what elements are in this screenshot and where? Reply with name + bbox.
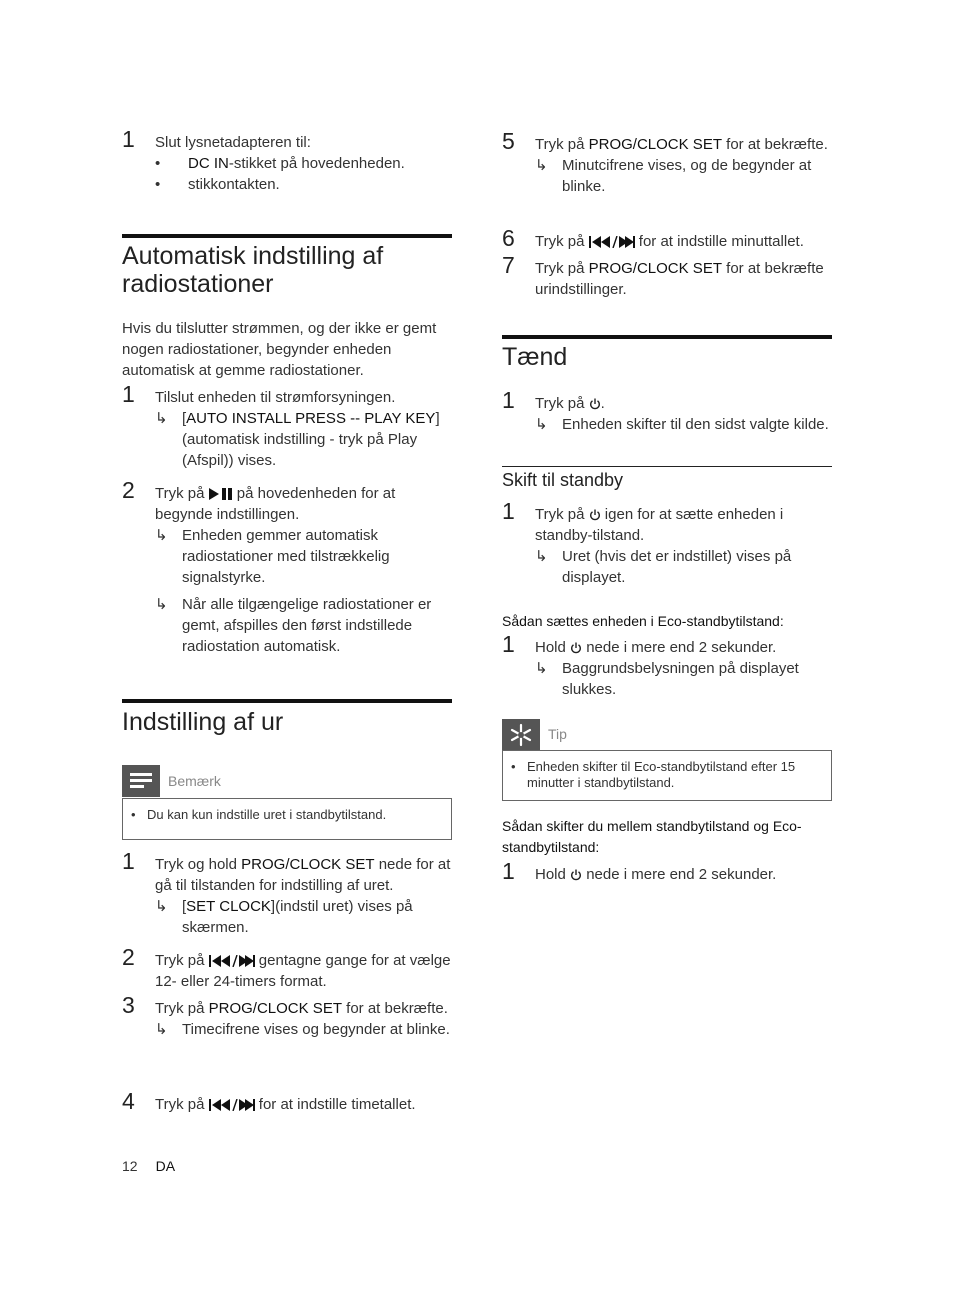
- step-text: [155, 854, 452, 896]
- section-rule: [122, 234, 452, 238]
- step-text: [535, 231, 832, 252]
- text: Tryk på: [155, 952, 205, 969]
- language-code: DA: [155, 1158, 176, 1174]
- title-line: radiostationer: [122, 270, 274, 298]
- step-number: 1: [122, 126, 135, 152]
- keyword: PROG/CLOCK SET: [588, 136, 722, 153]
- step-number: 1: [502, 631, 515, 657]
- result-arrow-item: ↳ Minutcifrene vises, og de begynder at blinke.: [535, 155, 832, 197]
- text: på hovedenheden for at begynde indstillingen.: [155, 485, 396, 523]
- result-arrow-item: [155, 896, 452, 938]
- power-icon: [589, 398, 601, 410]
- note-icon: [122, 765, 160, 797]
- step-auto-2: [122, 477, 452, 657]
- section-rule: [122, 699, 452, 703]
- step-switch-standby: [502, 858, 832, 885]
- step-number: 2: [122, 477, 135, 503]
- text: Tryk på: [535, 136, 585, 153]
- bracket: [: [182, 898, 187, 915]
- text: for at indstille minuttallet.: [638, 233, 804, 250]
- switch-standby-heading: Sådan skifter du mellem standbytilstand og Eco-standbytilstand:: [502, 818, 802, 855]
- bullet-socket: [155, 174, 452, 195]
- section-title-clock: Indstilling af ur: [122, 708, 284, 736]
- result-arrow-item: ↳ Enheden gemmer automatisk radiostationer med tilstrækkelig signalstyrke.: [155, 525, 452, 588]
- text: nede i mere end 2 sekunder.: [586, 639, 777, 656]
- step-text: [155, 998, 452, 1019]
- step-text: Slut lysnetadapteren til:: [155, 134, 311, 151]
- result-arrow-item: ↳ Enheden skifter til den sidst valgte kilde.: [535, 414, 832, 435]
- step-text: [535, 504, 832, 546]
- step-number: 2: [122, 944, 135, 970]
- auto-install-intro: Hvis du tilslutter strømmen, og der ikke er gemt nogen radiostationer, begynder enheden automatisk at gemme radiostationer.: [122, 320, 437, 379]
- text: for at bekræfte.: [726, 136, 828, 153]
- step-clock-5: [502, 128, 832, 197]
- text: Tryk på: [535, 395, 585, 412]
- note-box: [122, 798, 452, 840]
- step-clock-2: [122, 944, 452, 992]
- bracket: [: [182, 410, 187, 427]
- step-clock-3: [122, 992, 452, 1040]
- step-text: [535, 134, 832, 155]
- text: Tryk på: [155, 485, 205, 502]
- section-title-auto-install: [122, 242, 383, 298]
- tip-text: • Enheden skifter til Eco-standbytilstand efter 15 minutter i standbytilstand.: [503, 759, 831, 791]
- keyword: SET CLOCK: [186, 898, 271, 915]
- text: nede for at gå til tilstanden for indstilling af uret.: [155, 856, 451, 894]
- step-text: [535, 258, 832, 300]
- result-arrow-item: ↳ Timecifrene vises og begynder at blinke.: [155, 1019, 452, 1040]
- title-line: Automatisk indstilling af: [122, 242, 384, 270]
- play-pause-icon: [209, 488, 233, 500]
- power-icon: [570, 642, 582, 654]
- result-text: ] (automatisk indstilling - tryk på Play (Afspil)) vises.: [182, 410, 440, 469]
- step-connect-power: [122, 126, 452, 195]
- step-clock-6: [502, 225, 832, 252]
- step-number: 5: [502, 128, 515, 154]
- note-text: • Du kan kun indstille uret i standbytilstand.: [123, 807, 451, 823]
- text: for at bekræfte.: [346, 1000, 448, 1017]
- text: Hold: [535, 866, 566, 883]
- eco-standby-heading: Sådan sættes enheden i Eco-standbytilstand:: [502, 613, 784, 629]
- keyword: PROG/CLOCK SET: [208, 1000, 342, 1017]
- text: .: [600, 395, 605, 412]
- text: Tryk på: [535, 260, 585, 277]
- tip-box: [502, 750, 832, 801]
- bullet-dc-in: [155, 153, 452, 174]
- prev-next-icon: [209, 955, 255, 967]
- result-arrow-item: ↳ Når alle tilgængelige radiostationer er gemt, afspilles den først indstillede radiostation automatisk.: [155, 594, 452, 657]
- note-label: Bemærk: [168, 773, 221, 789]
- step-number: 6: [502, 225, 515, 251]
- step-auto-1: [122, 381, 452, 471]
- section-rule: [502, 335, 832, 339]
- keyword: PROG/CLOCK SET: [241, 856, 375, 873]
- text: igen for at sætte enheden i standby-tilstand.: [535, 506, 784, 544]
- bullet-text: -stikket på hovedenheden.: [228, 155, 405, 172]
- tip-icon: [502, 719, 540, 751]
- subsection-title-standby: Skift til standby: [502, 470, 624, 490]
- step-number: 1: [502, 498, 515, 524]
- step-standby: [502, 498, 832, 588]
- step-power-on: [502, 387, 832, 435]
- step-number: 1: [122, 381, 135, 407]
- step-number: 3: [122, 992, 135, 1018]
- step-eco-standby: [502, 631, 832, 700]
- step-number: 1: [122, 848, 135, 874]
- page-number: 12: [122, 1158, 138, 1174]
- step-text: [155, 1094, 452, 1115]
- step-text: [535, 864, 832, 885]
- result-arrow-item: [155, 408, 452, 471]
- text: for at bekræfte urindstillinger.: [535, 260, 824, 298]
- text: gentagne gange for at vælge 12- eller 24-timers format.: [155, 952, 451, 990]
- keyword: AUTO INSTALL PRESS -- PLAY KEY: [186, 410, 436, 427]
- keyword: DC IN: [188, 155, 229, 172]
- tip-label: Tip: [548, 726, 567, 742]
- step-text: [155, 950, 452, 992]
- result-arrow-item: ↳ Uret (hvis det er indstillet) vises på displayet.: [535, 546, 832, 588]
- prev-next-icon: [209, 1099, 255, 1111]
- step-number: 7: [502, 252, 515, 278]
- step-clock-7: [502, 252, 832, 300]
- step-number: 4: [122, 1088, 135, 1114]
- result-arrow-item: ↳ Baggrundsbelysningen på displayet slukkes.: [535, 658, 832, 700]
- step-number: 1: [502, 387, 515, 413]
- step-clock-4: [122, 1088, 452, 1115]
- step-text: [535, 637, 832, 658]
- power-icon: [570, 869, 582, 881]
- step-text: [535, 393, 832, 414]
- text: Tryk og hold: [155, 856, 237, 873]
- step-number: 1: [502, 858, 515, 884]
- prev-next-icon: [589, 236, 635, 248]
- power-icon: [589, 509, 601, 521]
- keyword: PROG/CLOCK SET: [588, 260, 722, 277]
- step-text: Tilslut enheden til strømforsyningen.: [155, 389, 396, 406]
- text: Tryk på: [155, 1000, 205, 1017]
- text: Hold: [535, 639, 566, 656]
- result-text: ](indstil uret) vises på skærmen.: [182, 898, 413, 936]
- step-text: [155, 483, 452, 525]
- text: Tryk på: [155, 1096, 205, 1113]
- text: Tryk på: [535, 233, 585, 250]
- text: for at indstille timetallet.: [258, 1096, 416, 1113]
- step-clock-1: [122, 848, 452, 938]
- section-title-power-on: Tænd: [502, 343, 568, 371]
- text: Tryk på: [535, 506, 585, 523]
- bullet-text: stikkontakten.: [188, 176, 280, 193]
- subsection-rule: [502, 466, 832, 467]
- page-footer: [122, 1158, 175, 1174]
- text: nede i mere end 2 sekunder.: [586, 866, 777, 883]
